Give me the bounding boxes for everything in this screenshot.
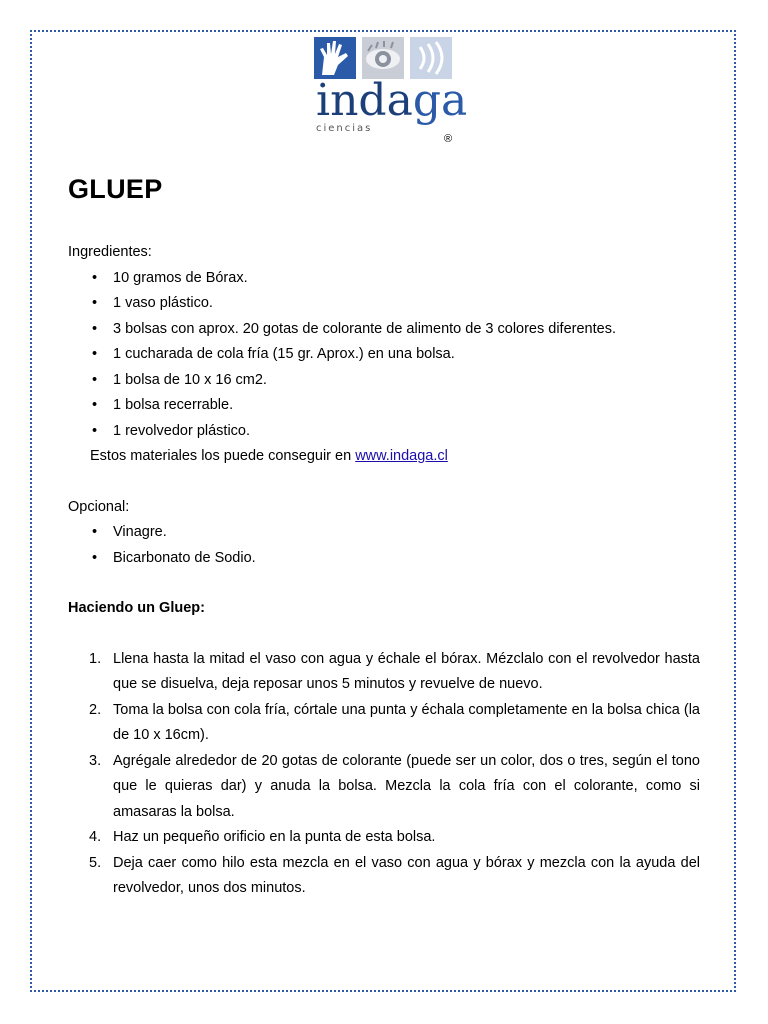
document-body bbox=[68, 240, 700, 902]
step-item: Deja caer como hilo esta mezcla en el vaso con agua y bórax y mezcla con la ayuda del revolvedor, unos dos minutos. bbox=[113, 854, 700, 896]
logo-subtitle: ciencias bbox=[316, 123, 373, 134]
step-item: Llena hasta la mitad el vaso con agua y échale el bórax. Mézclalo con el revolvedor hasta que se disuelva, deja reposar unos 5 minutos y revuelve de nuevo. bbox=[113, 650, 700, 692]
registered-mark: ® bbox=[444, 133, 453, 145]
steps-list bbox=[68, 647, 700, 902]
list-item: • 1 bolsa recerrable. bbox=[113, 393, 700, 419]
list-item: • Vinagre. bbox=[113, 520, 700, 546]
page-title: GLUEP bbox=[68, 174, 163, 204]
ingredients-label: Ingredientes: bbox=[68, 244, 152, 260]
ingredients-list bbox=[68, 266, 700, 445]
indaga-logo bbox=[314, 35, 468, 147]
steps-heading: Haciendo un Gluep: bbox=[68, 600, 205, 616]
list-item: • 1 cucharada de cola fría (15 gr. Aprox.) en una bolsa. bbox=[113, 342, 700, 368]
materials-note: Estos materiales los puede conseguir en www.indaga.cl bbox=[90, 448, 448, 464]
list-item: • 1 bolsa de 10 x 16 cm2. bbox=[113, 368, 700, 394]
step-item: Agrégale alrededor de 20 gotas de colorante (puede ser un color, dos o tres, según el tono que le quieras dar) y anuda la bolsa. Mezcla la cola fría con el colorante, como si amasaras la bolsa. bbox=[113, 752, 700, 820]
list-item: • 1 vaso plástico. bbox=[113, 291, 700, 317]
logo-wordmark: indaga bbox=[316, 75, 468, 126]
sound-tile bbox=[410, 37, 452, 79]
step-item: Haz un pequeño orificio en la punta de esta bolsa. bbox=[113, 829, 436, 845]
optional-list bbox=[68, 520, 700, 571]
step-item: Toma la bolsa con cola fría, córtale una punta y échala completamente en la bolsa chica (la de 10 x 16cm). bbox=[113, 701, 700, 743]
list-item: • 1 revolvedor plástico. bbox=[113, 419, 700, 445]
list-item: • 10 gramos de Bórax. bbox=[113, 266, 700, 292]
optional-label: Opcional: bbox=[68, 498, 130, 515]
list-item: • Bicarbonato de Sodio. bbox=[113, 546, 700, 572]
list-item: • 3 bolsas con aprox. 20 gotas de colorante de alimento de 3 colores diferentes. bbox=[113, 317, 700, 343]
indaga-link[interactable]: www.indaga.cl bbox=[355, 448, 448, 464]
